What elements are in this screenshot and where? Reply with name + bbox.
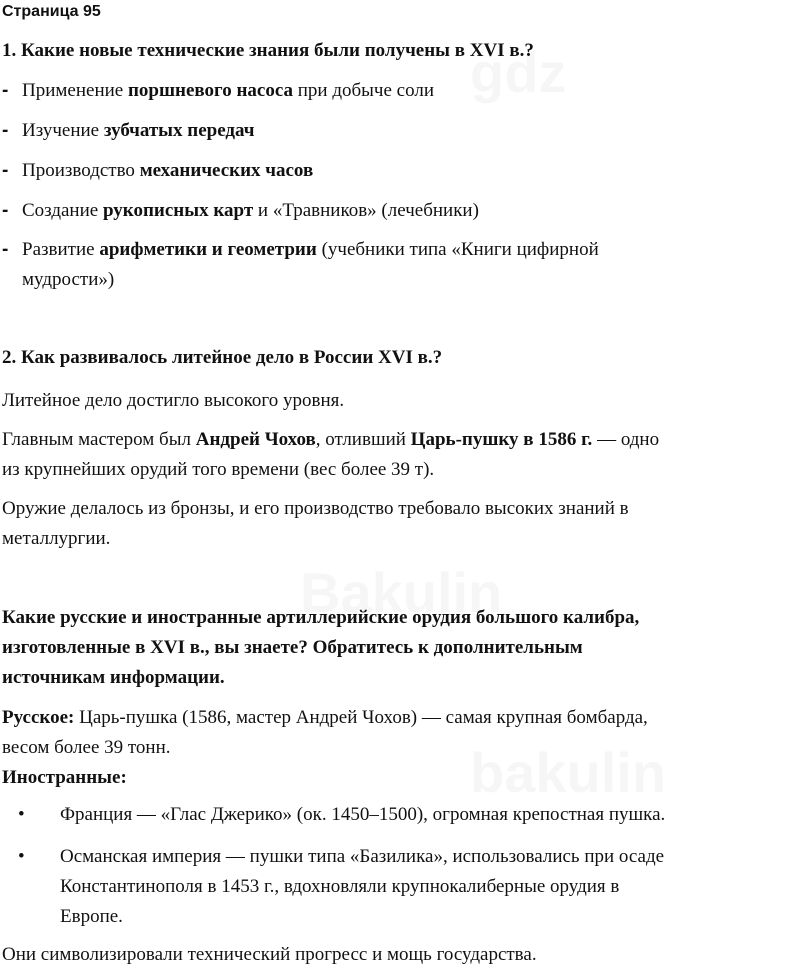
paragraph: Русское: Царь-пушка (1586, мастер Андрей Чохов) — самая крупная бомбарда, [2, 707, 648, 728]
conclusion: Они символизировали технический прогресс и мощь государства. [2, 944, 537, 965]
list-item: Франция — «Глас Джерико» (ок. 1450–1500), огромная крепостная пушка. [60, 804, 666, 825]
question-3-title: изготовленные в XVI в., вы знаете? Обратитесь к дополнительным [2, 637, 583, 658]
question-3-title: Какие русские и иностранные артиллерийские орудия большого калибра, [2, 607, 640, 628]
question-1-title: 1. Какие новые технические знания были получены в XVI в.? [2, 40, 534, 61]
question-2-title: 2. Как развивалось литейное дело в России XVI в.? [2, 347, 443, 368]
bullet-icon: • [18, 804, 25, 825]
question-3-title: источникам информации. [2, 667, 225, 688]
paragraph: из крупнейших орудий того времени (вес более 39 т). [2, 459, 435, 480]
bullet-icon: • [18, 846, 25, 867]
page-label: Страница 95 [2, 3, 101, 20]
paragraph: металлургии. [2, 528, 111, 549]
paragraph: Литейное дело достигло высокого уровня. [2, 390, 345, 411]
list-item-continuation: мудрости») [22, 269, 115, 290]
list-item: Европе. [60, 906, 123, 927]
paragraph: весом более 39 тонн. [2, 737, 171, 758]
paragraph: Главным мастером был Андрей Чохов, отливший Царь-пушку в 1586 г. — одно [2, 429, 660, 450]
watermark [470, 740, 666, 805]
list-item: Константинополя в 1453 г., вдохновляли крупнокалиберные орудия в [60, 876, 620, 897]
section-label: Иностранные: [2, 767, 127, 788]
paragraph: Оружие делалось из бронзы, и его производство требовало высоких знаний в [2, 498, 629, 519]
list-item: Османская империя — пушки типа «Базилика», использовались при осаде [60, 846, 665, 867]
